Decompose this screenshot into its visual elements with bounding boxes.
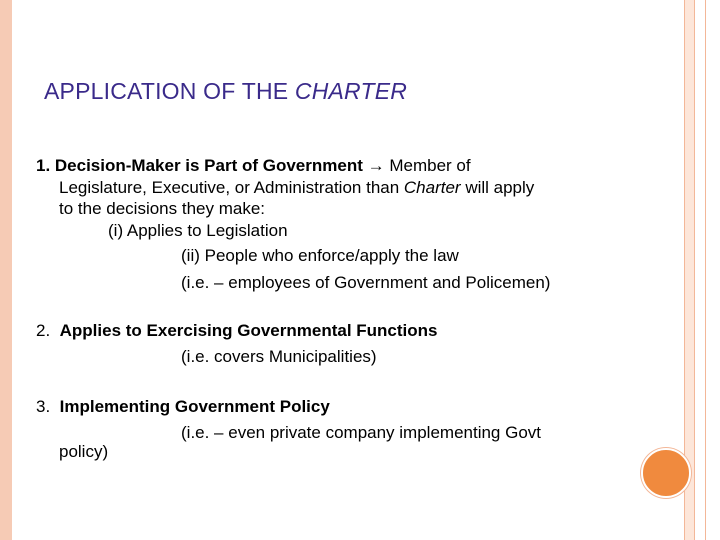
accent-circle	[641, 448, 691, 498]
item1-line2-post: will apply	[460, 178, 535, 197]
slide-title	[44, 78, 407, 105]
item1-line1-rest: Member of	[384, 156, 471, 175]
slide-frame-far-right-line	[705, 0, 706, 540]
item1-line2	[59, 178, 534, 198]
item3-line	[36, 397, 330, 417]
item2-label: Applies to Exercising Governmental Functions	[59, 321, 438, 340]
item3-note-line1: (i.e. – even private company implementing Govt	[181, 423, 542, 442]
item1-sub-i: (i) Applies to Legislation	[108, 221, 288, 240]
item3-label: Implementing Government Policy	[59, 397, 330, 416]
item1-line3: to the decisions they make:	[59, 199, 266, 218]
item1-sub-ii-note: (i.e. – employees of Government and Policemen)	[181, 273, 551, 292]
slide-frame-right-line-inner	[694, 0, 695, 540]
item2-number: 2.	[36, 321, 51, 340]
slide-title-main: APPLICATION OF THE	[44, 78, 295, 104]
item2-note: (i.e. covers Municipalities)	[181, 347, 377, 366]
item1-line2-emph: Charter	[403, 178, 461, 197]
item2-line	[36, 321, 438, 341]
slide-frame-left	[0, 0, 12, 540]
item1-sub-ii: (ii) People who enforce/apply the law	[181, 246, 459, 265]
item1-label: 1. Decision-Maker is Part of Government	[36, 156, 363, 175]
arrow-icon: →	[367, 156, 385, 175]
item3-note-line2: policy)	[59, 442, 109, 461]
item3-number: 3.	[36, 397, 51, 416]
item1-line1	[36, 156, 471, 176]
slide-title-emph: CHARTER	[294, 78, 408, 104]
item1-line2-pre: Legislature, Executive, or Administration than	[59, 178, 404, 197]
